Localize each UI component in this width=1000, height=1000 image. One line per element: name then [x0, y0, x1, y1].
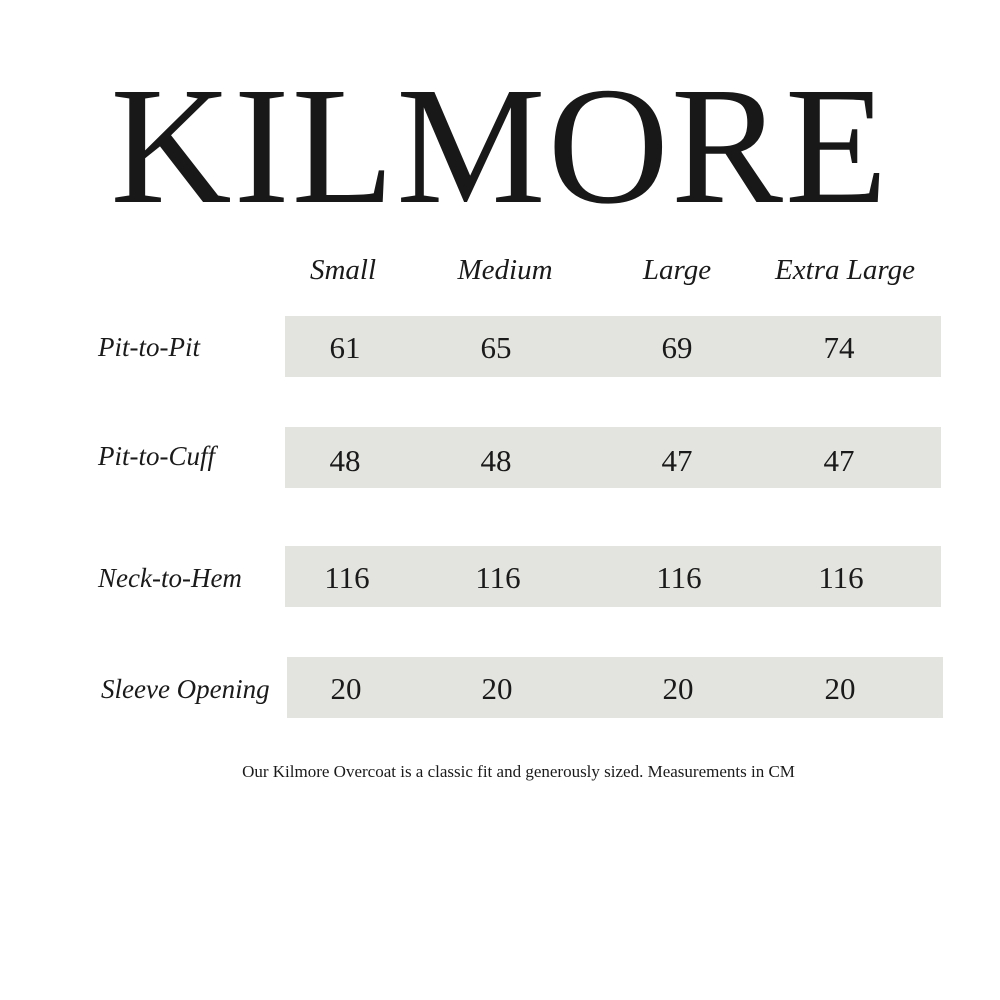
cell-neck-to-hem-small: 116 [324, 560, 370, 595]
cell-sleeve-opening-medium: 20 [481, 671, 513, 706]
cell-sleeve-opening-extra-large: 20 [824, 671, 856, 706]
cell-sleeve-opening-large: 20 [662, 671, 694, 706]
column-header-medium: Medium [457, 254, 553, 286]
cell-pit-to-cuff-medium: 48 [480, 443, 512, 478]
cell-pit-to-pit-medium: 65 [480, 330, 512, 365]
row-label-neck-to-hem: Neck-to-Hem [98, 563, 242, 593]
cell-neck-to-hem-medium: 116 [475, 560, 521, 595]
cell-pit-to-cuff-small: 48 [329, 443, 361, 478]
cell-pit-to-cuff-extra-large: 47 [823, 443, 855, 478]
row-label-pit-to-cuff: Pit-to-Cuff [98, 441, 215, 471]
cell-pit-to-pit-extra-large: 74 [823, 330, 855, 365]
cell-neck-to-hem-extra-large: 116 [818, 560, 864, 595]
column-header-small: Small [309, 254, 377, 286]
cell-sleeve-opening-small: 20 [330, 671, 362, 706]
row-label-pit-to-pit: Pit-to-Pit [98, 332, 200, 362]
cell-pit-to-pit-small: 61 [329, 330, 361, 365]
size-guide-footnote: Our Kilmore Overcoat is a classic fit and generously sized. Measurements in CM [242, 762, 795, 781]
cell-pit-to-pit-large: 69 [661, 330, 693, 365]
brand-title: KILMORE [110, 53, 890, 239]
column-header-extra-large: Extra Large [775, 254, 915, 286]
cell-pit-to-cuff-large: 47 [661, 443, 693, 478]
row-label-sleeve-opening: Sleeve Opening [101, 674, 270, 704]
cell-neck-to-hem-large: 116 [656, 560, 702, 595]
column-header-large: Large [642, 254, 712, 286]
